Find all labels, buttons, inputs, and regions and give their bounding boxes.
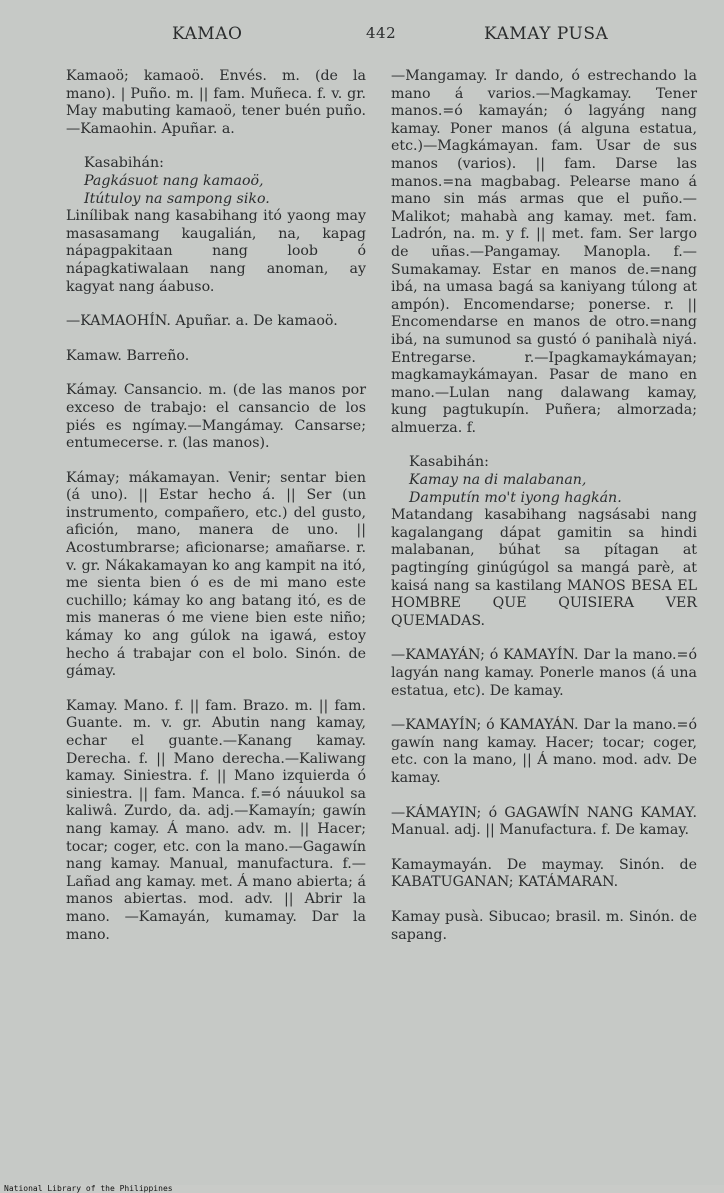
entry-kamay-mano: Kamay. Mano. f. || fam. Brazo. m. || fam. Guante. m. v. gr. Abutin nang kamay, echar el guante.—Kanang kamay. Derecha. f. || Mano derecha.—Kaliwang kamay. Siniestra. f. || Mano izquierda ó siniestra. || fam. Manca. f.=ó náuukol sa kaliwâ. Zurdo, da. adj.—Kamayín; gawín nang kamay. Á mano. adv. m. || Hacer; tocar; coger, etc. con la mano.—Gagawín nang kamay. Manual, manufactura. f.—Lañad ang kamay. met. Á mano abierta; á manos abiertas. mod. adv. || Abrir la mano. —Kamayán, kumamay. Dar la mano. bbox=[66, 697, 366, 943]
footer-credit: National Library of the Philippines bbox=[4, 1184, 173, 1193]
proverb-label: Kasabihán: bbox=[84, 155, 164, 172]
entry-kamayin-manual: —KÁMAYIN; ó GAGAWÍN NANG KAMAY. Manual. adj. || Manufactura. f. De kamay. bbox=[391, 804, 697, 839]
entry-kamaohin: —KAMAOHÍN. Apuñar. a. De kamaoö. bbox=[66, 313, 338, 330]
entry-kamayan: —KAMAYÁN; ó KAMAYÍN. Dar la mano.=ó lagyán nang kamay. Ponerle manos (á una estatua, etc). De kamay. bbox=[391, 647, 697, 699]
entry-kamao: Kamaoö; kamaoö. Envés. m. (de la mano). | Puño. m. || fam. Muñeca. f. v. gr. May mabuting kamaoö, tener buén puño.—Kamaohin. Apuñar. a. bbox=[66, 68, 366, 137]
entry-kamay-pusa: Kamay pusà. Sibucao; brasil. m. Sinón. de sapang. bbox=[391, 908, 697, 943]
page-number: 442 bbox=[366, 24, 397, 42]
entry-kamaymayan: Kamaymayán. De maymay. Sinón. de KABATUGANAN; KATÁMARAN. bbox=[391, 856, 697, 891]
proverb-line-1: Pagkásuot nang kamaoö, bbox=[84, 172, 264, 189]
proverb2-line-1: Kamay na di malabanan, bbox=[409, 472, 587, 489]
proverb2-line-2: Damputín mo't iyong hagkán. bbox=[409, 489, 622, 506]
entry-kamayin: —KAMAYÍN; ó KAMAYÁN. Dar la mano.=ó gawín nang kamay. Hacer; tocar; coger, etc. con la mano, || Á mano. mod. adv. De kamay. bbox=[391, 717, 697, 786]
header-left-word: KAMAO bbox=[172, 24, 243, 44]
proverb-explanation: Linílibak nang kasabihang itó yaong may masasamang kaugalián, na, kapag nápagpakitaan nang loob ó nápagkatiwalaan nang anoman, ay kagyat nang áabuso. bbox=[66, 208, 366, 295]
entry-kamay-cansancio: Kámay. Cansancio. m. (de las manos por exceso de trabajo: el cansancio de los piés es ngímay.—Mangámay. Cansarse; entumecerse. r. (las manos). bbox=[66, 382, 366, 452]
header-right-word: KAMAY PUSA bbox=[484, 24, 609, 44]
right-column bbox=[391, 68, 697, 961]
proverb-line-2: Itútuloy na sampong siko. bbox=[84, 190, 270, 207]
left-column bbox=[66, 68, 366, 961]
proverb-label-2: Kasabihán: bbox=[409, 454, 489, 471]
page-header bbox=[0, 24, 724, 52]
entry-mangamay: —Mangamay. Ir dando, ó estrechando la mano á varios.—Magkamay. Tener manos.=ó kamayán; ó lagyáng nang kamay. Poner manos (á alguna estatua, etc.)—Magkámayan. fam. Usar de sus manos (varios). || fam. Darse las manos.=na magbabag. Pelearse mano á mano sin más armas que el puño.—Malikot; mahabà ang kamay. met. fam. Ladrón, na. m. y f. || met. fam. Ser largo de uñas.—Pangamay. Manopla. f.—Sumakamay. Estar en manos de.=nang ibá, na umasa bagá sa kaniyang túlong at ampón). Encomendarse; ponerse. r. || Encomendarse en manos de otro.=nang ibá, na sumunod sa gustó ó panihalà niyá. Entregarse. r.—Ipagkamaykámayan; magkamaykámayan. Pasar de mano en mano.—Lulan nang dalawang kamay, kung pagtukupín. Puñera; almorzada; almuerza. f. bbox=[391, 68, 697, 436]
proverb2-explanation: Matandang kasabihang nagsásabi nang kagalangang dápat gamitin sa hindi malabanan, búhat sa pítagan at pagtingíng ginúgúgol sa mangá parè, at kaisá nang sa kastilang MANOS BESA EL HOMBRE QUE QUISIERA VER QUEMADAS. bbox=[391, 507, 697, 629]
entry-kamay-venir: Kámay; mákamayan. Venir; sentar bien (á uno). || Estar hecho á. || Ser (un instrumento, compañero, etc.) del gusto, afición, mano, manera de uno. || Acostumbrarse; aficionarse; amañarse. r. v. gr. Nákakamayan ko ang kampit na itó, me sienta bien ó es de mi mano este cuchillo; kámay ko ang batang itó, es de mis maneras ó me viene bien este niño; kámay ko ang gúlok na igawá, estoy hecho á trabajar con el bolo. Sinón. de gámay. bbox=[66, 469, 366, 680]
entry-kamaw: Kamaw. Barreño. bbox=[66, 347, 190, 364]
